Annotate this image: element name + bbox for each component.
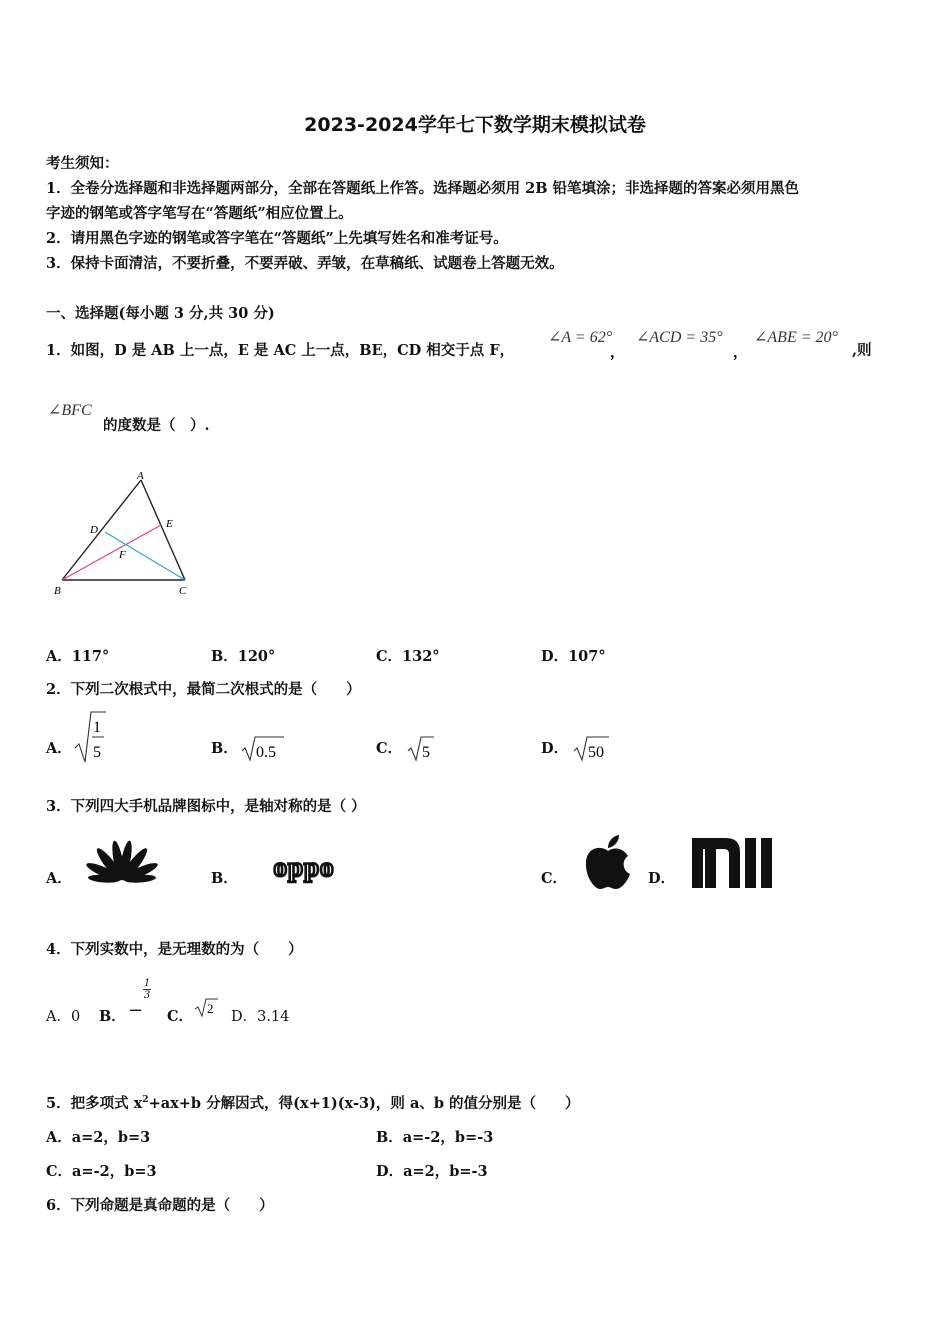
segment-cd — [105, 532, 185, 580]
q4-option-c[interactable]: C． — [167, 1008, 194, 1025]
section-heading: 一、选择题(每小题 3 分,共 30 分) — [46, 305, 275, 322]
q2-c-radicand: 5 — [422, 744, 430, 761]
q2-d-radicand: 50 — [588, 744, 604, 761]
q5-superscript: 2 — [142, 1095, 149, 1106]
q4-option-d[interactable]: D．3.14 — [231, 1009, 290, 1025]
q1-text-2: 的度数是（ ）. — [103, 417, 210, 434]
q3-option-a[interactable]: A． — [46, 870, 72, 887]
q4-option-b[interactable]: B． — [99, 1008, 126, 1025]
q2-radical-d — [572, 732, 612, 762]
page-title: 2023-2024学年七下数学期末模拟试卷 — [304, 114, 646, 136]
q2-option-c[interactable]: C． — [376, 740, 403, 757]
notice-line-1b: 字迹的钢笔或答字笔写在“答题纸”相应位置上。 — [46, 205, 353, 222]
q4-radical-c — [194, 996, 220, 1018]
q1-angle-a: ∠A = 62° — [548, 329, 613, 346]
q4-b-exp-num: 1 — [143, 978, 151, 989]
huawei-logo-icon — [84, 838, 160, 896]
q3-text: 3．下列四大手机品牌图标中，是轴对称的是（ ） — [46, 798, 366, 815]
q1-text: 1．如图，D 是 AB 上一点，E 是 AC 上一点，BE，CD 相交于点 F， — [46, 342, 515, 359]
q1-option-b[interactable]: B．120° — [211, 648, 276, 665]
q4-text: 4．下列实数中，是无理数的为（ ） — [46, 941, 303, 958]
q4-b-exponent — [143, 978, 151, 1001]
q5-prefix: 5．把多项式 x — [46, 1095, 143, 1112]
q1-option-d[interactable]: D．107° — [541, 648, 606, 665]
oppo-logo-icon — [244, 854, 364, 884]
q2-a-numerator: 1 — [93, 719, 101, 736]
q4-c-radicand: 2 — [207, 1001, 214, 1016]
q1-angle-bfc: ∠BFC — [48, 402, 92, 419]
q1-sep-1: ， — [610, 344, 625, 361]
label-a: A — [137, 470, 144, 482]
q1-angle-acd: ∠ACD = 35° — [636, 329, 723, 346]
q2-text: 2．下列二次根式中，最简二次根式的是（ ） — [46, 681, 361, 698]
q1-option-c[interactable]: C．132° — [376, 648, 440, 665]
notice-line-2: 2．请用黑色字迹的钢笔或答字笔在“答题纸”上先填写姓名和准考证号。 — [46, 230, 508, 247]
q1-angle-abe: ∠ABE = 20° — [754, 329, 838, 346]
q2-option-a[interactable]: A． — [46, 740, 72, 757]
q2-a-denominator: 5 — [93, 744, 101, 761]
q4-b-base: − — [128, 1000, 144, 1021]
segment-be — [62, 525, 161, 580]
q3-option-b[interactable]: B． — [211, 870, 238, 887]
q2-radical-a — [72, 708, 108, 764]
xiaomi-logo-icon — [692, 838, 776, 890]
edge-ac — [141, 480, 185, 580]
q5-option-c[interactable]: C．a=-2，b=3 — [46, 1163, 157, 1180]
q1-sep-2: ， — [733, 344, 748, 361]
q4-option-a[interactable]: A．0 — [46, 1009, 81, 1025]
q2-option-d[interactable]: D． — [541, 740, 569, 757]
q2-b-radicand: 0.5 — [256, 744, 276, 761]
q2-radical-b — [240, 732, 286, 762]
label-f: F — [119, 549, 126, 561]
q1-triangle-figure — [46, 466, 206, 606]
q5-option-b[interactable]: B．a=-2，b=-3 — [376, 1129, 494, 1146]
q3-option-d[interactable]: D． — [648, 870, 676, 887]
q5-suffix: +ax+b 分解因式，得(x+1)(x-3)，则 a、b 的值分别是（ ） — [148, 1095, 580, 1112]
label-b: B — [54, 585, 61, 597]
q2-option-b[interactable]: B． — [211, 740, 238, 757]
q6-text: 6．下列命题是真命题的是（ ） — [46, 1197, 274, 1214]
oppo-wordmark: oppo — [273, 854, 335, 882]
q3-option-c[interactable]: C． — [541, 870, 568, 887]
notice-line-3: 3．保持卡面清洁，不要折叠，不要弄破、弄皱，在草稿纸、试题卷上答题无效。 — [46, 255, 564, 272]
q4-b-exp-den: 3 — [143, 990, 151, 1001]
label-c: C — [179, 585, 187, 597]
q1-option-a[interactable]: A．117° — [46, 648, 110, 665]
apple-logo-icon — [582, 834, 634, 892]
label-e: E — [166, 518, 173, 530]
q1-tail: ,则 — [852, 342, 872, 359]
notice-line-1: 1．全卷分选择题和非选择题两部分，全部在答题纸上作答。选择题必须用 2B 铅笔填涂；非选择题的答案必须用黑色 — [46, 180, 800, 197]
q2-radical-c — [406, 732, 436, 762]
label-d: D — [90, 524, 98, 536]
edge-ab — [62, 480, 141, 580]
q5-option-a[interactable]: A．a=2，b=3 — [46, 1129, 151, 1146]
q5-text — [46, 1092, 580, 1113]
notice-heading: 考生须知： — [46, 155, 119, 172]
q5-option-d[interactable]: D．a=2，b=-3 — [376, 1163, 488, 1180]
